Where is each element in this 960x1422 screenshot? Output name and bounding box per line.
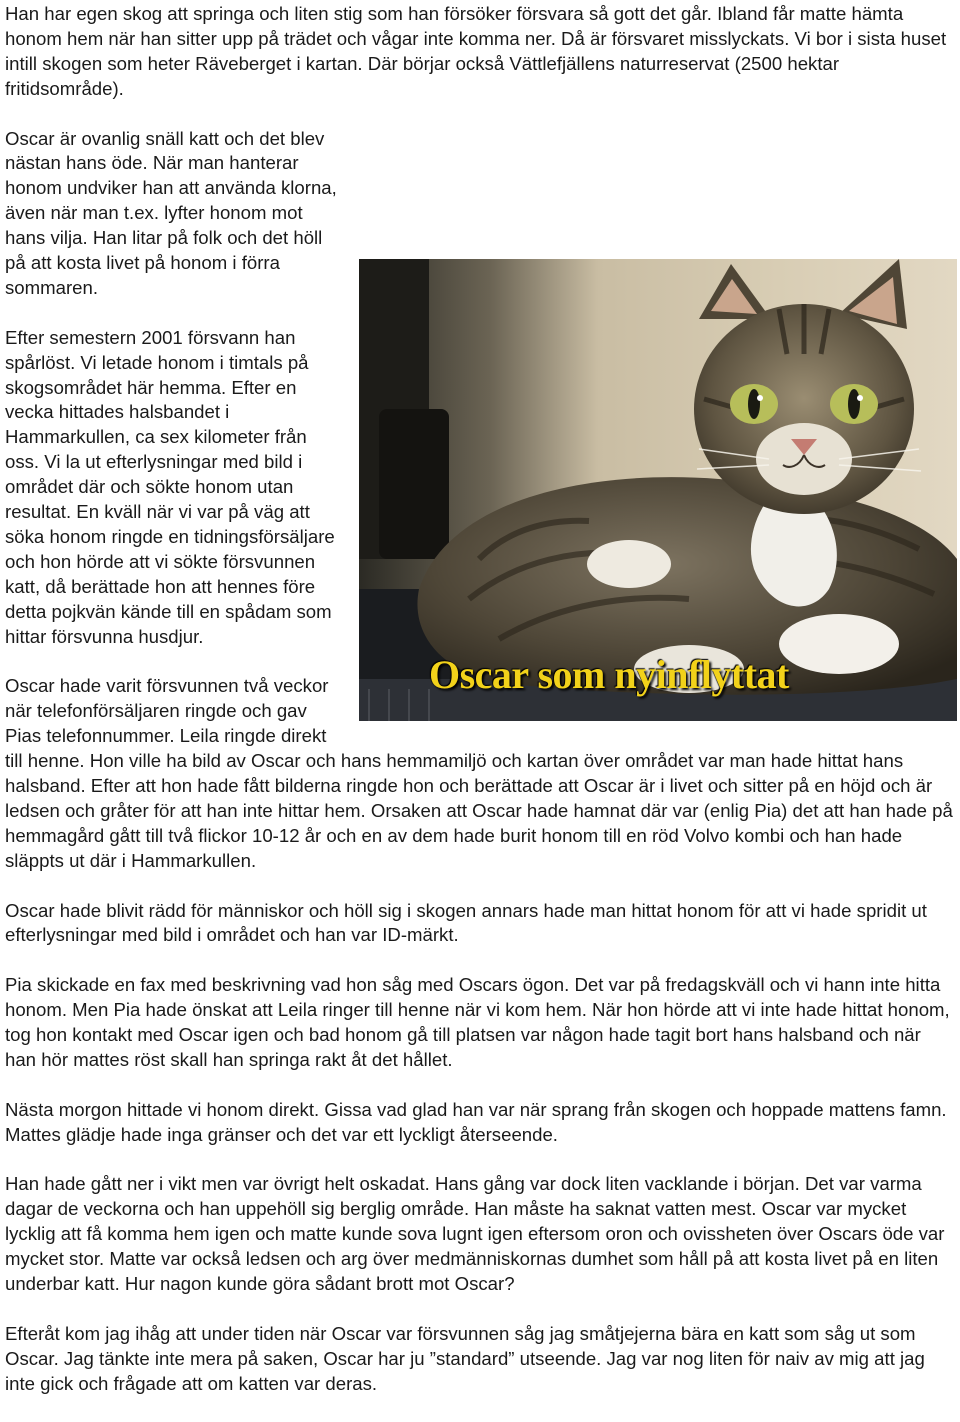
paragraph-after: Han hade gått ner i vikt men var övrigt helt oskadat. Hans gång var dock liten vacklande i början. Det var varma dagar de veckorna och han uppehöll sig berglig område. Han måste ha saknat vatten mest. Oscar var mycket lycklig att få komma hem igen och matte kunde sova lugnt igen eftersom oron och ovissheten över Oscars öde var mycket stor. Matte var också ledsen och arg över medmänniskornas dumhet som håll på att kosta livet på en liten underbar katt. Hur nagon kunde göra sådant brott mot Oscar? xyxy=(5,1173,945,1295)
paragraph-vanished: Efter semestern 2001 försvann han spårlöst. Vi letade honom i timtals på skogsområdet här hemma. Efter en vecka hittades halsbandet i Hammarkullen, ca sex kilometer från oss. Vi la ut efterlysningar med bild i området där och sökte honom utan resultat. En kväll när vi var på väg att söka honom ringde en tidningsförsäljare och hon hörde att vi sökte försvunnen katt, då berättade hon att hennes före detta pojkvän kände till en spådam som hittar försvunna husdjur. xyxy=(5,326,335,647)
paragraph-lookalike: Efteråt kom jag ihåg att under tiden när Oscar var försvunnen såg jag småtjejerna bära en katt som såg ut som Oscar. Jag tänkte inte mera på saken, Oscar har ju ”standard” utseende. Jag var nog liten för naiv av mig att jag inte gick och frågade att om katten var deras. xyxy=(5,1322,925,1394)
document-page xyxy=(5,2,955,1422)
paragraph-intro: Han har egen skog att springa och liten stig som han försöker försvara så gott det går. Ibland får matte hämta honom hem när han sitter upp på trädet och vågar inte komma ner. Då är försvaret misslyckats. Vi bor i sista huset intill skogen som heter Räveberget i kartan. Där börjar också Vättlefjällens naturreservat (2500 hektar fritidsområde). xyxy=(5,3,947,99)
paragraph-kind: Oscar är ovanlig snäll katt och det blev nästan hans öde. När man hanterar honom undviker han att använda klorna, även när man t.ex. lyfter honom mot hans vilja. Han litar på folk och det höll på att kosta livet på honom i förra sommaren. xyxy=(5,127,337,298)
paragraph-scared: Oscar hade blivit rädd för människor och höll sig i skogen annars hade man hittat honom för att vi hade spridit ut efterlysningar med bild i området och han var ID-märkt. xyxy=(5,899,927,946)
paragraph-fax: Pia skickade en fax med beskrivning vad hon såg med Oscars ögon. Det var på fredagskväll och vi hann inte hitta honom. Men Pia hade önskat att Leila ringer till henne när vi kom hem. När hon hörde att vi inte hade hittat honom, tog hon kontakt med Oscar igen och bad honom gå till platsen var någon hade tagit bort hans halsband och när han hör mattes röst skall han springa rakt åt det hållet. xyxy=(5,974,950,1070)
paragraph-pia-call: Oscar hade varit försvunnen två veckor när telefonförsäljaren ringde och gav Pias telefonnummer. Leila ringde direkt till henne. Hon ville ha bild av Oscar och hans hemmamiljö och kartan över området var man hade hittat hans halsband. Efter att hon hade fått bilderna ringde hon och berättade att Oscar är i livet och sitter på en höjd och är ledsen och gråter för att han inte hittar hem. Orsaken att Oscar hade hamnat där var (enlig Pia) det att han hade på hemmagård gått till två flickor 10-12 år och en av dem hade burit honom till en röd Volvo kombi och han hade släppts ut där i Hammarkullen. xyxy=(5,675,953,871)
paragraph-found: Nästa morgon hittade vi honom direkt. Gissa vad glad han var när sprang från skogen och hoppade mattens famn. Mattes glädje hade inga gränser och det var ett lyckligt återseende. xyxy=(5,1098,947,1145)
cat-photo xyxy=(359,259,957,721)
photo-caption: Oscar som nyinflyttat xyxy=(429,651,789,697)
